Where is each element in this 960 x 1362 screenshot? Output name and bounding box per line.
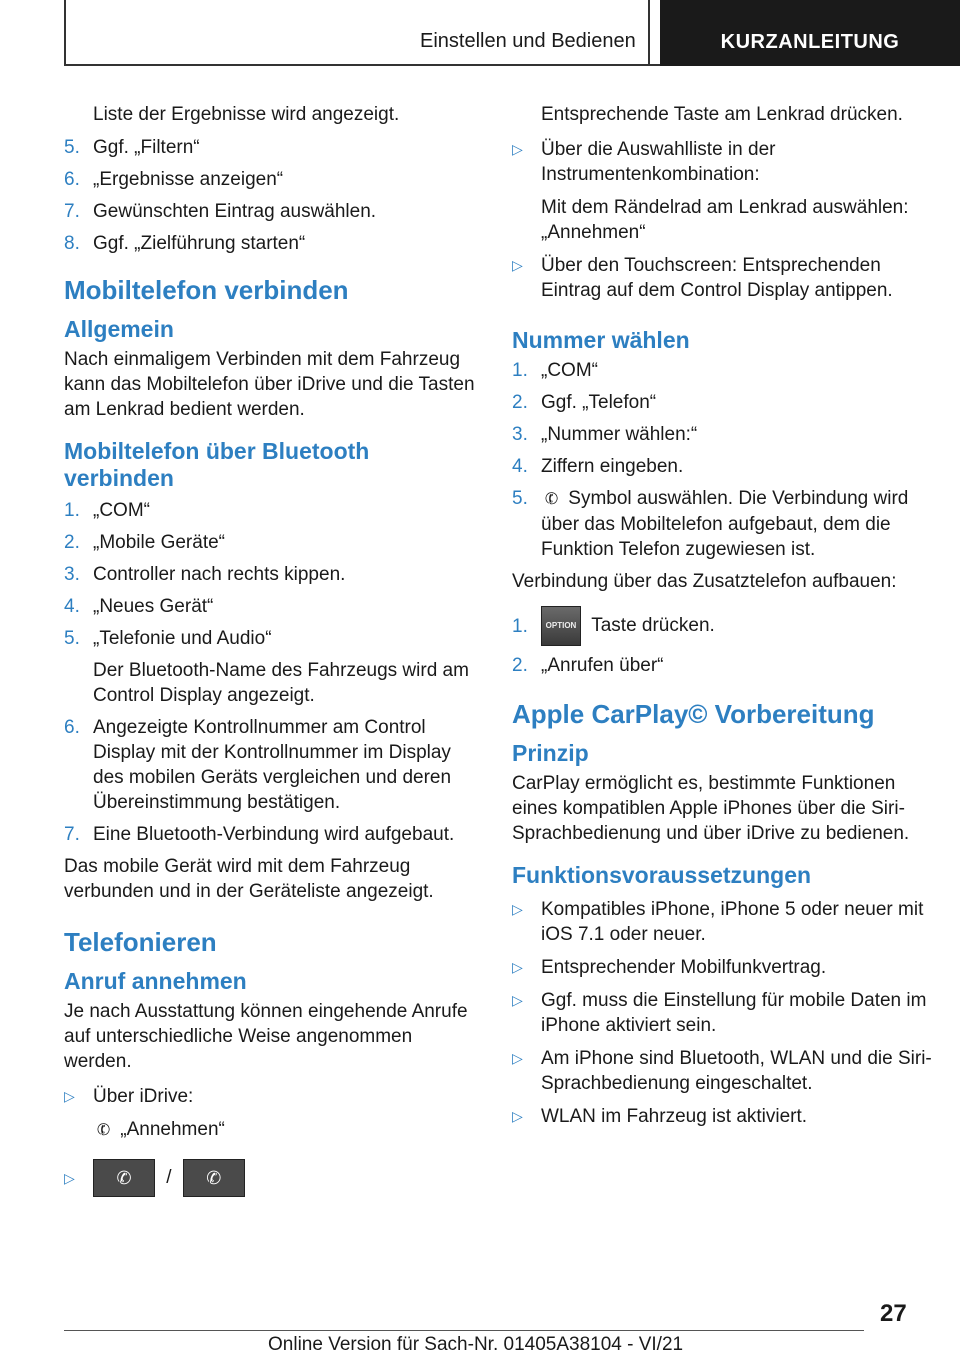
list-item: 6. Angezeigte Kontrollnummer am Control Display mit der Kontrollnummer im Display des mobilen Geräts vergleichen und deren Übereinstimmung bestätigen. — [64, 717, 452, 813]
footer-divider — [64, 1330, 864, 1331]
triangle-bullet-icon: ▷ — [512, 257, 523, 273]
bullet-touchscreen: ▷ Über den Touchscreen: Entsprechenden Eintrag auf dem Control Display antippen. — [512, 255, 893, 301]
heading-allgemein: Allgemein — [64, 316, 174, 342]
list-item: 5. Ggf. „Filtern“ — [64, 137, 200, 158]
left-column — [64, 102, 484, 1205]
option-button-icon: OPTION — [541, 606, 581, 646]
list-item: ▷ Am iPhone sind Bluetooth, WLAN und die Siri-Sprachbedienung eingeschaltet. — [512, 1048, 932, 1094]
heading-mobiltelefon: Mobiltelefon verbinden — [64, 275, 349, 305]
phone-button-icon: ✆ — [183, 1159, 245, 1197]
footer-version-text: Online Version für Sach-Nr. 01405A38104 - VI/21 — [268, 1334, 684, 1355]
heading-prinzip: Prinzip — [512, 740, 589, 766]
paragraph-bluetooth-end: Das mobile Gerät wird mit dem Fahrzeug verbunden und in der Geräteliste angezeigt. — [64, 856, 434, 902]
right-column — [512, 102, 932, 1137]
list-item: 7. Eine Bluetooth-Verbindung wird aufgebaut. — [64, 824, 455, 845]
intro-text: Liste der Ergebnisse wird angezeigt. — [93, 104, 400, 125]
sub-raendelrad: Mit dem Rändelrad am Lenkrad auswählen: „Annehmen“ — [541, 197, 909, 243]
heading-telefonieren: Telefonieren — [64, 927, 217, 957]
list-item: 3. Controller nach rechts kippen. — [64, 564, 346, 585]
slash-separator: / — [166, 1167, 172, 1189]
page-number: 27 — [880, 1300, 907, 1327]
list-item: 2. „Anrufen über“ — [512, 655, 664, 676]
list-item: ▷ Entsprechender Mobilfunkvertrag. — [512, 957, 827, 978]
header-section-title: Einstellen und Bedienen — [420, 30, 636, 52]
bullet-auswahlliste: ▷ Über die Auswahlliste in der Instrumentenkombination: — [512, 139, 776, 185]
bluetooth-steps-list — [64, 498, 484, 847]
list-item: 1. „COM“ — [512, 360, 598, 381]
triangle-bullet-icon: ▷ — [64, 1169, 75, 1186]
triangle-bullet-icon: ▷ — [512, 901, 523, 917]
accept-call-button-icon: ✆ — [93, 1159, 155, 1197]
list-item: 4. „Neues Gerät“ — [64, 596, 214, 617]
heading-anruf-annehmen: Anruf annehmen — [64, 968, 247, 994]
header-tab — [660, 0, 960, 66]
triangle-bullet-icon: ▷ — [64, 1088, 75, 1104]
list-item: 5. „Telefonie und Audio“ — [64, 628, 272, 649]
phone-icon: ✆ — [94, 1120, 114, 1141]
nummer-steps-list — [512, 358, 932, 562]
paragraph-allgemein: Nach einmaligem Verbinden mit dem Fahrzeug kann das Mobiltelefon über iDrive und die Tasten am Lenkrad bedient werden. — [64, 349, 475, 420]
right-intro-text: Entsprechende Taste am Lenkrad drücken. — [541, 104, 903, 125]
list-item: 2. „Mobile Geräte“ — [64, 532, 225, 553]
paragraph-anruf: Je nach Ausstattung können eingehende Anrufe auf unterschiedliche Weise angenommen werden. — [64, 1001, 468, 1072]
triangle-bullet-icon: ▷ — [512, 959, 523, 975]
list-item: ▷ WLAN im Fahrzeug ist aktiviert. — [512, 1106, 808, 1127]
list-item: 1. „COM“ — [64, 500, 150, 521]
list-item: 5. ✆ Symbol auswählen. Die Verbindung wird über das Mobiltelefon aufgebaut, dem die Funktion Telefon zugewiesen ist. — [512, 486, 932, 562]
bullet-steering-buttons — [64, 1159, 484, 1197]
bullet-idrive: ▷ Über iDrive: — [64, 1086, 194, 1107]
list-item: 4. Ziffern eingeben. — [512, 456, 684, 477]
heading-bluetooth: Mobiltelefon über Bluetooth verbinden — [64, 438, 370, 491]
triangle-bullet-icon: ▷ — [512, 1050, 523, 1066]
list-item: 2. Ggf. „Telefon“ — [512, 392, 657, 413]
heading-funktionsvoraussetzungen: Funktionsvoraussetzungen — [512, 862, 812, 888]
list-item: 3. „Nummer wählen:“ — [512, 424, 698, 445]
triangle-bullet-icon: ▷ — [512, 141, 523, 157]
paragraph-prinzip: CarPlay ermöglicht es, bestimmte Funktionen eines kompatiblen Apple iPhones über die Siri-Sprachbedienung und über iDrive zu bedienen. — [512, 773, 910, 844]
header-tab-label: KURZANLEITUNG — [720, 30, 900, 53]
list-item: ▷ Ggf. muss die Einstellung für mobile Daten im iPhone aktiviert sein. — [512, 990, 927, 1036]
steps-top-list — [64, 135, 484, 256]
step-5-detail: Der Bluetooth-Name des Fahrzeugs wird am Control Display angezeigt. — [93, 660, 469, 706]
list-item: 7. Gewünschten Eintrag auswählen. — [64, 201, 377, 222]
triangle-bullet-icon: ▷ — [512, 1108, 523, 1124]
paragraph-zusatztelefon: Verbindung über das Zusatztelefon aufbauen: — [512, 571, 897, 592]
header-separator — [648, 0, 650, 66]
funktions-bullet-list — [512, 897, 932, 1129]
list-item: 8. Ggf. „Zielführung starten“ — [64, 233, 306, 254]
list-item: 6. „Ergebnisse anzeigen“ — [64, 169, 284, 190]
heading-nummer-waehlen: Nummer wählen — [512, 327, 690, 353]
phone-icon: ✆ — [542, 489, 562, 510]
heading-carplay: Apple CarPlay© Vorbereitung — [512, 699, 875, 729]
triangle-bullet-icon: ▷ — [512, 992, 523, 1008]
list-item: 1. OPTION Taste drücken. — [512, 606, 932, 646]
sub-annehmen: ✆ „Annehmen“ — [64, 1117, 484, 1143]
list-item: ▷ Kompatibles iPhone, iPhone 5 oder neuer mit iOS 7.1 oder neuer. — [512, 899, 924, 945]
